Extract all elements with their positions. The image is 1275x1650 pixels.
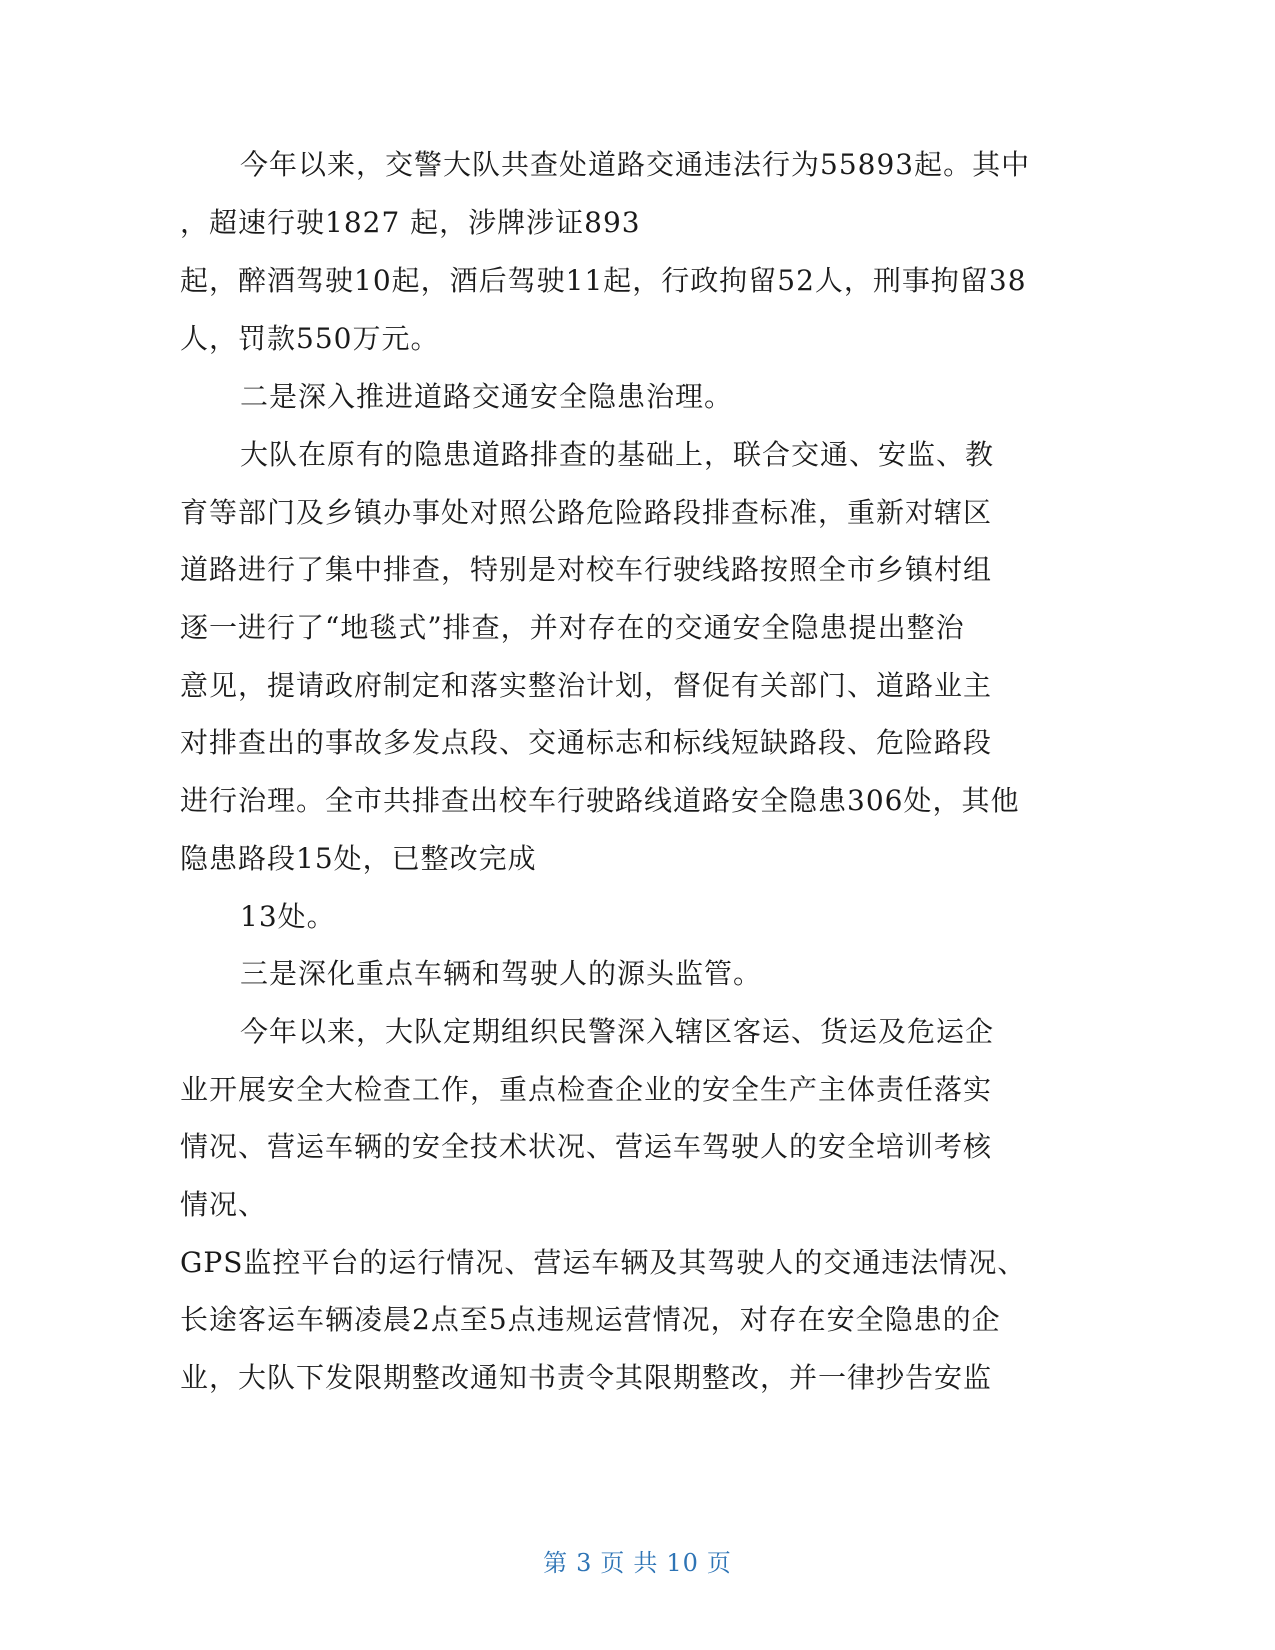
- footer-label-ye: 页: [600, 1549, 626, 1577]
- text-line: 情况、营运车辆的安全技术状况、营运车驾驶人的安全培训考核: [180, 1130, 993, 1163]
- text-line: 起，醉酒驾驶10起，酒后驾驶11起，行政拘留52人，刑事拘留38: [180, 264, 1027, 297]
- section-heading: 三是深化重点车辆和驾驶人的源头监管。: [240, 957, 763, 990]
- text-line: 育等部门及乡镇办事处对照公路危险路段排查标准，重新对辖区: [180, 496, 993, 529]
- text-line: GPS监控平台的运行情况、营运车辆及其驾驶人的交通违法情况、: [180, 1246, 1027, 1279]
- text-line: 意见，提请政府制定和落实整治计划，督促有关部门、道路业主: [180, 669, 993, 702]
- text-line: 13处。: [240, 900, 336, 933]
- text-line: 人，罚款550万元。: [180, 322, 440, 355]
- text-line: 业，大队下发限期整改通知书责令其限期整改，并一律抄告安监: [180, 1361, 993, 1394]
- text-line: ，超速行驶1827 起，涉牌涉证893: [180, 206, 641, 239]
- footer-label-total: 共: [633, 1549, 659, 1577]
- footer-label-page: 第: [543, 1549, 569, 1577]
- text-line: 长途客运车辆凌晨2点至5点违规运营情况，对存在安全隐患的企: [180, 1303, 1001, 1336]
- footer-label-ye2: 页: [706, 1549, 732, 1577]
- total-page-number: 10: [666, 1549, 699, 1577]
- text-line: 进行治理。全市共排查出校车行驶路线道路安全隐患306处，其他: [180, 784, 1020, 817]
- text-line: 隐患路段15处，已整改完成: [180, 842, 537, 875]
- text-line: 情况、: [180, 1188, 268, 1221]
- text-line: 逐一进行了“地毯式”排查，并对存在的交通安全隐患提出整治: [180, 611, 965, 644]
- text-line: 今年以来，大队定期组织民警深入辖区客运、货运及危运企: [240, 1015, 995, 1048]
- section-heading: 二是深入推进道路交通安全隐患治理。: [240, 380, 734, 413]
- page-footer: [0, 1548, 1275, 1578]
- text-line: 大队在原有的隐患道路排查的基础上，联合交通、安监、教: [240, 438, 995, 471]
- text-line: 今年以来，交警大队共查处道路交通违法行为55893起。其中: [240, 148, 1031, 181]
- text-line: 对排查出的事故多发点段、交通标志和标线短缺路段、危险路段: [180, 726, 993, 759]
- text-line: 业开展安全大检查工作，重点检查企业的安全生产主体责任落实: [180, 1073, 993, 1106]
- current-page-number: 3: [576, 1549, 593, 1577]
- text-line: 道路进行了集中排查，特别是对校车行驶线路按照全市乡镇村组: [180, 553, 993, 586]
